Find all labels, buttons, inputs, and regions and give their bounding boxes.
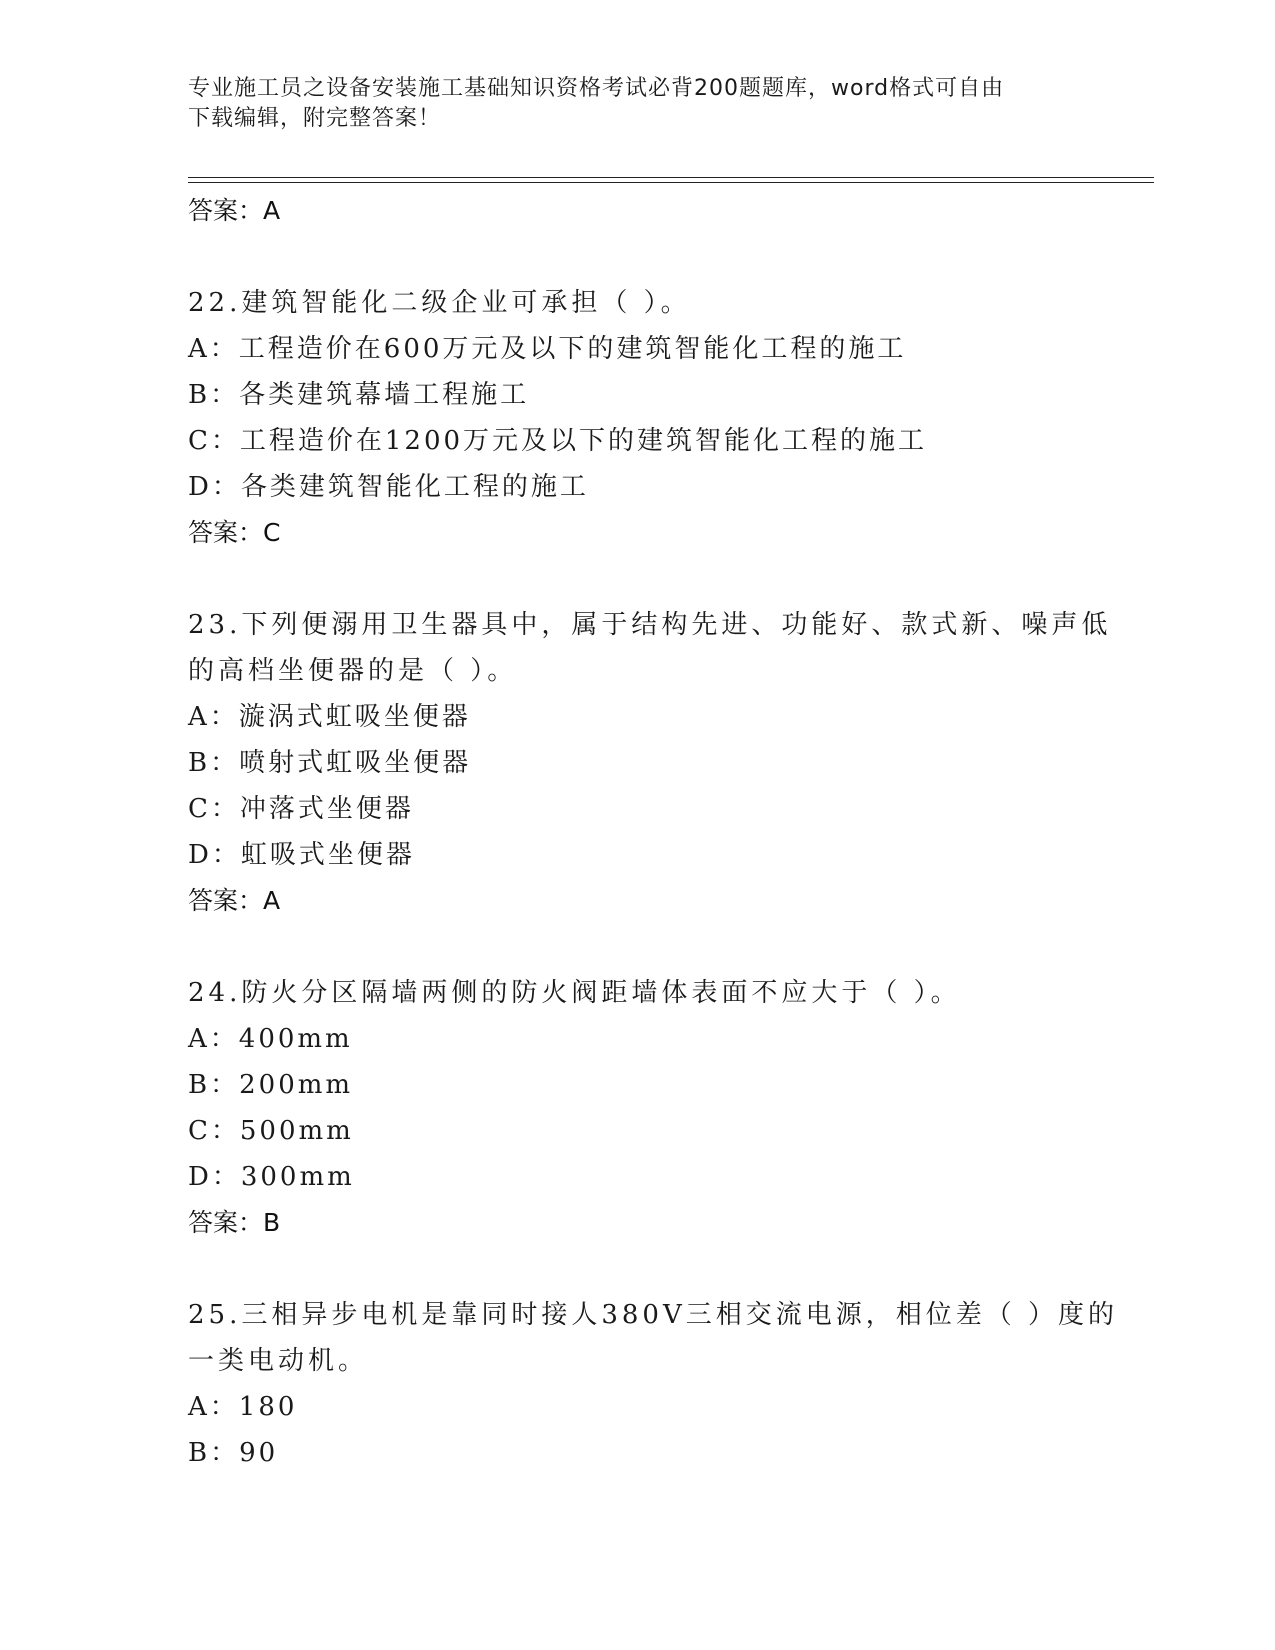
option-d: D：各类建筑智能化工程的施工 bbox=[188, 472, 589, 502]
question-stem: 24.防火分区隔墙两侧的防火阀距墙体表面不应大于（ ）。 bbox=[188, 978, 961, 1008]
question-stem: 22.建筑智能化二级企业可承担（ ）。 bbox=[188, 288, 691, 318]
question-block bbox=[188, 602, 1128, 924]
question-stem-continued: 一类电动机。 bbox=[188, 1346, 369, 1376]
option-a: A：工程造价在600万元及以下的建筑智能化工程的施工 bbox=[188, 334, 907, 364]
option-a: A：400mm bbox=[188, 1024, 353, 1054]
option-b: B：喷射式虹吸坐便器 bbox=[188, 748, 472, 778]
option-b: B：90 bbox=[188, 1438, 279, 1468]
answer: 答案：A bbox=[188, 886, 281, 915]
answer: 答案：B bbox=[188, 1208, 281, 1237]
question-list bbox=[188, 188, 1128, 1476]
previous-answer: 答案：A bbox=[188, 196, 281, 225]
question-stem: 23.下列便溺用卫生器具中，属于结构先进、功能好、款式新、噪声低 bbox=[188, 610, 1112, 640]
option-c: C：工程造价在1200万元及以下的建筑智能化工程的施工 bbox=[188, 426, 928, 456]
question-stem-continued: 的高档坐便器的是（ ）。 bbox=[188, 656, 518, 686]
question-stem: 25.三相异步电机是靠同时接人380V三相交流电源，相位差（ ）度的 bbox=[188, 1300, 1119, 1330]
page-header bbox=[188, 74, 1088, 134]
header-rule-bottom bbox=[188, 182, 1154, 183]
answer: 答案：C bbox=[188, 518, 281, 547]
option-d: D：300mm bbox=[188, 1162, 355, 1192]
header-rule-top bbox=[188, 177, 1154, 178]
question-block bbox=[188, 280, 1128, 556]
header-line-1: 专业施工员之设备安装施工基础知识资格考试必背200题题库，word格式可自由 bbox=[188, 76, 1005, 101]
option-a: A：漩涡式虹吸坐便器 bbox=[188, 702, 471, 732]
option-b: B：各类建筑幕墙工程施工 bbox=[188, 380, 530, 410]
option-b: B：200mm bbox=[188, 1070, 354, 1100]
option-c: C：冲落式坐便器 bbox=[188, 794, 414, 824]
option-a: A：180 bbox=[188, 1392, 298, 1422]
option-c: C：500mm bbox=[188, 1116, 354, 1146]
question-block bbox=[188, 970, 1128, 1246]
question-block bbox=[188, 1292, 1128, 1476]
option-d: D：虹吸式坐便器 bbox=[188, 840, 415, 870]
header-line-2: 下载编辑，附完整答案！ bbox=[188, 106, 442, 131]
